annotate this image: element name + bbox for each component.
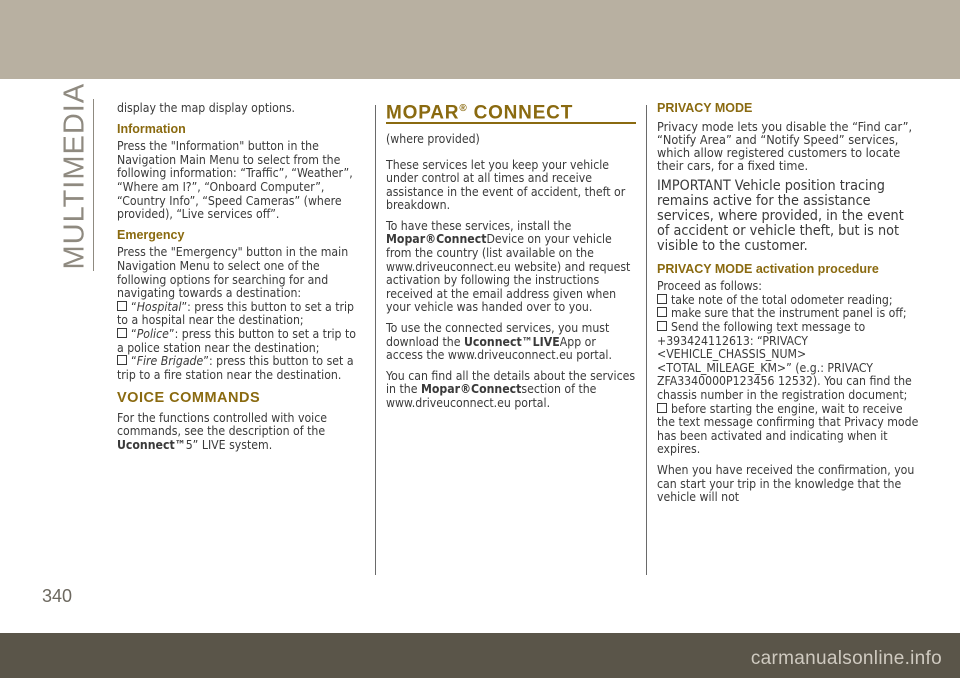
title-main: MOPAR — [386, 102, 460, 124]
proceed-text: Proceed as follows: — [657, 279, 762, 294]
title-reg: ® — [459, 103, 468, 114]
section-tab-label: MULTIMEDIA — [58, 82, 91, 270]
top-band — [0, 0, 960, 79]
privacy-text: Privacy mode lets you disable the “Find car”, “Notify Area” and “Notify Speed” services, which allow registered customers to locate their cars, for a fixed time. — [657, 118, 913, 173]
section-tab — [50, 82, 91, 270]
bullet-term: Hospital — [136, 299, 182, 314]
where-provided: (where provided) — [386, 131, 480, 146]
voice-commands-text — [117, 412, 359, 453]
p4-post: section of the www.driveuconnect.eu portal. — [386, 382, 597, 411]
mopar-p4 — [386, 370, 636, 411]
mopar-p3 — [386, 322, 636, 363]
watermark: carmanualsonline.info — [750, 648, 942, 669]
voice-text: For the functions controlled with voice commands, see the description of the — [117, 410, 327, 439]
bullet-hospital: “Hospital”: press this button to set a trip to a hospital near the destination; — [117, 299, 355, 328]
column-middle — [386, 102, 636, 418]
information-text: Press the "Information" button in the Navigation Main Menu to select from the following information: “Traffic”, “Weather”, “Where am I?”, “Onboard Computer”, “Country Info”, “Speed Cameras” (where provided), “Live services off”. — [117, 139, 353, 222]
step-text: before starting the engine, wait to receive the text message confirming that Privacy mode has been activated and indicating when it expires. — [657, 401, 919, 457]
privacy-mode-heading: PRIVACY MODE — [657, 101, 753, 115]
column-divider — [646, 105, 647, 575]
bullet-text: : press this button to set a trip to a fire station near the destination. — [117, 354, 354, 382]
voice-bold: Uconnect™ — [117, 438, 186, 453]
checkbox-bullet-icon — [657, 321, 667, 331]
checkbox-bullet-icon — [117, 301, 127, 311]
mopar-p1: These services let you keep your vehicle under control at all times and receive assistance in the event of accident, theft or breakdown. — [386, 157, 626, 213]
voice-tail: 5” LIVE system. — [185, 438, 273, 453]
checkbox-bullet-icon — [657, 307, 667, 317]
p3-post: App or access the www.driveuconnect.eu portal. — [386, 334, 612, 363]
bullet-term: Fire Brigade — [136, 354, 204, 369]
emergency-heading: Emergency — [117, 227, 185, 242]
bullet-fire-brigade: “Fire Brigade”: press this button to set a trip to a fire station near the destination. — [117, 354, 354, 382]
final-text: When you have received the confirmation, you can start your trip in the knowledge that the vehicle will not — [657, 462, 915, 505]
step-text: take note of the total odometer reading; — [671, 292, 893, 307]
p2-pre: To have these services, install the — [386, 218, 572, 233]
information-heading: Information — [117, 121, 186, 136]
emergency-text: Press the "Emergency" button in the main Navigation Menu to select one of the following options for searching for and navigating towards a destination: — [117, 245, 349, 301]
title-rest: CONNECT — [467, 102, 574, 124]
checkbox-bullet-icon — [117, 328, 127, 338]
p4-bold: Mopar®Connect — [420, 382, 522, 397]
page-number: 340 — [42, 586, 73, 606]
mopar-p2 — [386, 220, 636, 315]
activation-heading: PRIVACY MODE activation procedure — [657, 261, 879, 276]
step-item — [657, 294, 919, 308]
p4-pre: You can find all the details about the services in the — [386, 368, 636, 397]
voice-commands-heading: VOICE COMMANDS — [117, 390, 261, 407]
column-divider — [375, 105, 376, 575]
checkbox-bullet-icon — [117, 355, 127, 365]
step-text: Send the following text message to +393424112613: “PRIVACY <VEHICLE_CHASSIS_NUM> <TOTAL_MILEAGE_KM>” (e.g.: PRIVACY ZFA3340000P123456 12532). You can find the chassis number in the registration document; — [657, 319, 912, 402]
section-tab-line — [93, 99, 94, 271]
important-note: IMPORTANT Vehicle position tracing remains active for the assistance services, where provided, in the event of accident or vehicle theft, but is not visible to the customer. — [657, 177, 904, 254]
p3-bold: Uconnect™LIVE — [463, 334, 560, 349]
mopar-connect-heading — [386, 102, 636, 124]
checkbox-bullet-icon — [657, 294, 667, 304]
step-text: make sure that the instrument panel is off; — [671, 306, 907, 321]
step-item — [657, 307, 919, 321]
column-left — [117, 102, 359, 460]
p2-bold: Mopar®Connect — [386, 232, 487, 247]
bullet-text: : press this button to set a trip to a hospital near the destination; — [117, 299, 355, 328]
p2-post: Device on your vehicle from the country (list available on the www.driveuconnect.eu website) and request activation by following the instructions received at the email address given when your vehicle was handed over to you. — [386, 232, 631, 315]
column-right — [657, 102, 919, 512]
step-item — [657, 403, 919, 457]
p3-pre: To use the connected services, you must download the — [386, 321, 610, 349]
bullet-text: : press this button to set a trip to a police station near the destination; — [117, 326, 356, 355]
bullet-police: “Police”: press this button to set a trip to a police station near the destination; — [117, 326, 356, 355]
intro-text: display the map display options. — [117, 101, 296, 115]
step-item — [657, 321, 919, 403]
bullet-term: Police — [136, 326, 169, 341]
checkbox-bullet-icon — [657, 403, 667, 413]
